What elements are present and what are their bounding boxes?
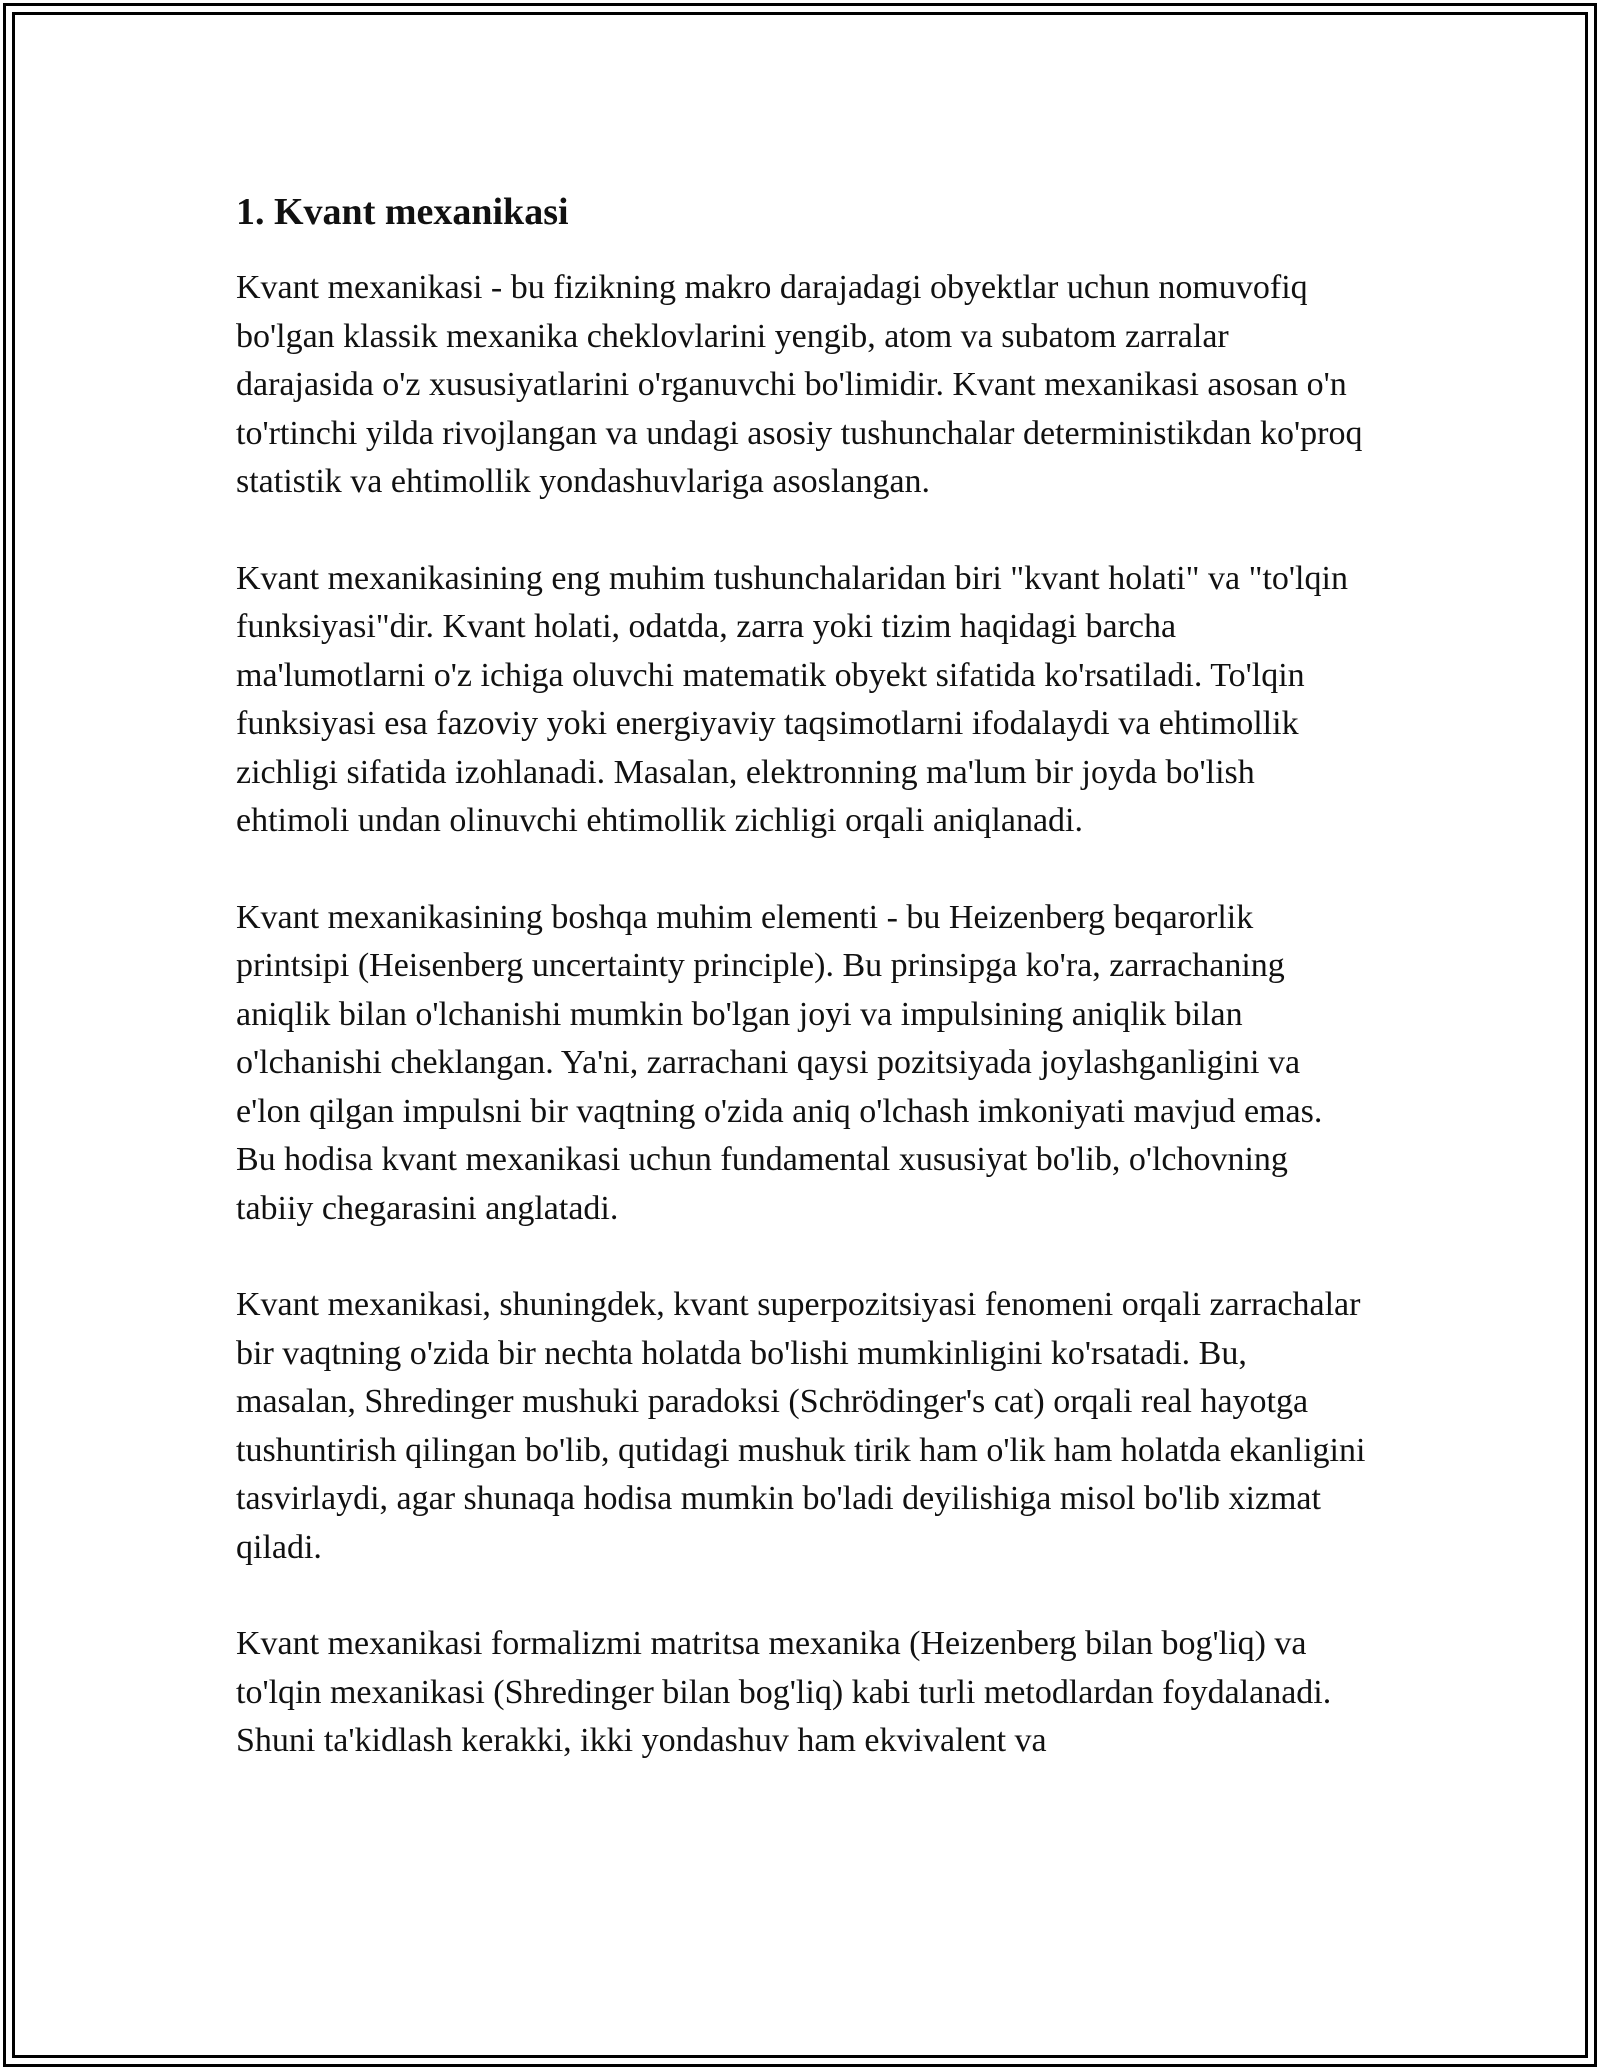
paragraph-4: Kvant mexanikasi, shuningdek, kvant superpozitsiyasi fenomeni orqali zarrachalar bir vaqtning o'zida bir nechta holatda bo'lishi mumkinligini ko'rsatadi. Bu, masalan, Shredinger mushuki paradoksi (Schrödinger's cat) orqali real hayotga tushuntirish qilingan bo'lib, qutidagi mushuk tirik ham o'lik ham holatda ekanligini tasvirlaydi, agar shunaqa hodisa mumkin bo'ladi deyilishiga misol bo'lib xizmat qiladi. <box>236 1286 1366 1566</box>
paragraph-1: Kvant mexanikasi - bu fizikning makro darajadagi obyektlar uchun nomuvofiq bo'lgan klassik mexanika cheklovlarini yengib, atom va subatom zarralar darajasida o'z xususiyatlarini o'rganuvchi bo'limidir. Kvant mexanikasi asosan o'n to'rtinchi yilda rivojlangan va undagi asosiy tushunchalar deterministikdan ko'proq statistik va ehtimollik yondashuvlariga asoslangan. <box>236 269 1363 500</box>
section-heading: 1. Kvant mexanikasi <box>236 191 569 233</box>
paragraph-5: Kvant mexanikasi formalizmi matritsa mexanika (Heizenberg bilan bog'liq) va to'lqin mexanikasi (Shredinger bilan bog'liq) kabi turli metodlardan foydalanadi. Shuni ta'kidlash kerakki, ikki yondashuv ham ekvivalent va <box>236 1625 1332 1759</box>
document-body <box>236 188 1366 1814</box>
paragraph-2: Kvant mexanikasining eng muhim tushunchalaridan biri "kvant holati" va "to'lqin funksiyasi"dir. Kvant holati, odatda, zarra yoki tizim haqidagi barcha ma'lumotlarni o'z ichiga oluvchi matematik obyekt sifatida ko'rsatiladi. To'lqin funksiyasi esa fazoviy yoki energiyaviy taqsimotlarni ifodalaydi va ehtimollik zichligi sifatida izohlanadi. Masalan, elektronning ma'lum bir joyda bo'lish ehtimoli undan olinuvchi ehtimollik zichligi orqali aniqlanadi. <box>236 559 1348 839</box>
paragraph-3: Kvant mexanikasining boshqa muhim elementi - bu Heizenberg beqarorlik printsipi (Heisenberg uncertainty principle). Bu prinsipga ko'ra, zarrachaning aniqlik bilan o'lchanishi mumkin bo'lgan joyi va impulsining aniqlik bilan o'lchanishi cheklangan. Ya'ni, zarrachani qaysi pozitsiyada joylashganligini va e'lon qilgan impulsni bir vaqtning o'zida aniq o'lchash imkoniyati mavjud emas. Bu hodisa kvant mexanikasi uchun fundamental xususiyat bo'lib, o'lchovning tabiiy chegarasini anglatadi. <box>236 898 1323 1227</box>
